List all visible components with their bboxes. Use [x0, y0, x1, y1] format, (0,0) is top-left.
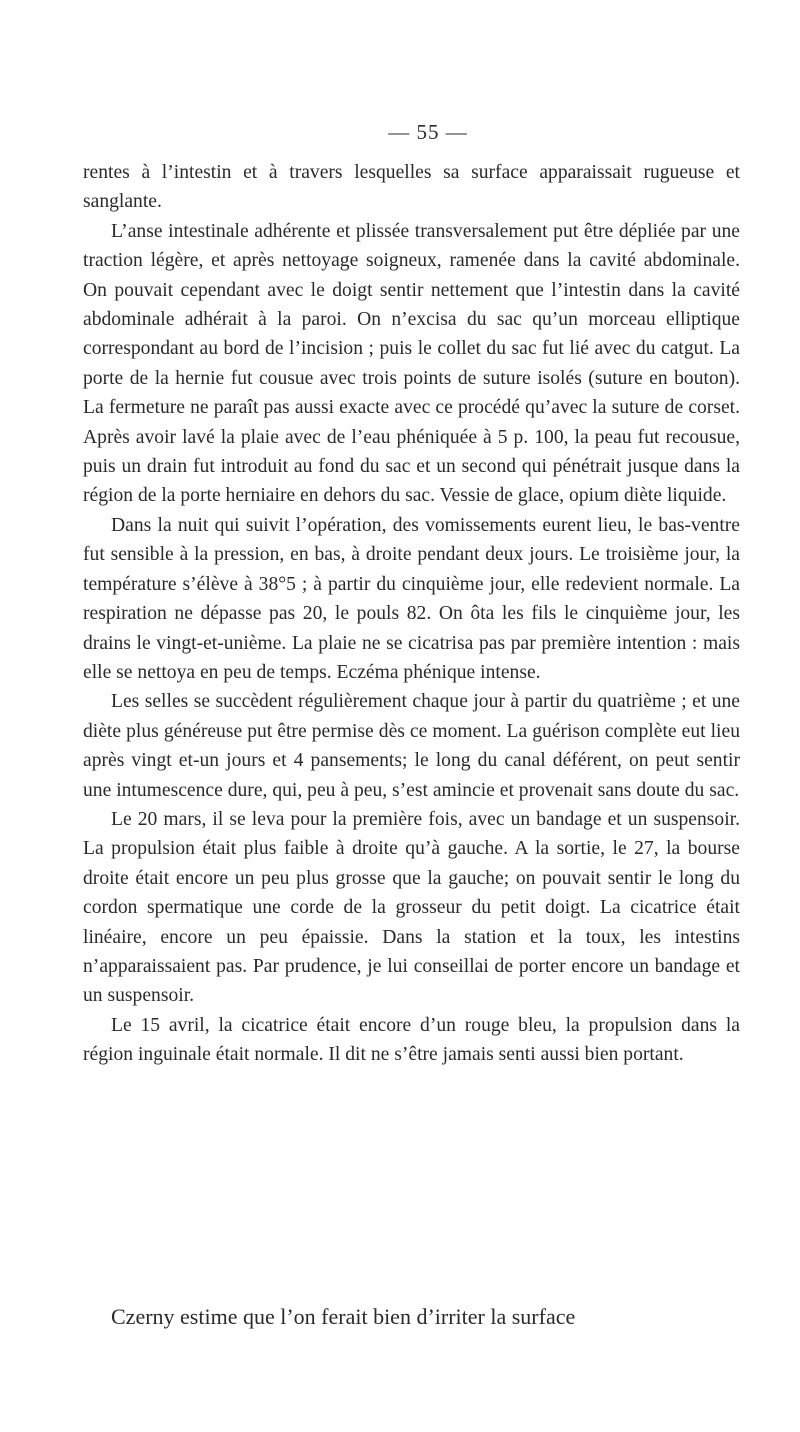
body-text: [83, 158, 740, 1070]
closing-line: Czerny estime que l’on ferait bien d’irriter la surface: [111, 1304, 576, 1329]
paragraph: Les selles se succèdent régulièrement chaque jour à partir du quatrième ; et une diète plus généreuse put être permise dès ce moment. La guérison complète eut lieu après vingt et-un jours et 4 pansements; le long du canal déférent, on peut sentir une intumescence dure, qui, peu à peu, s’est amincie et provenait sans doute du sac.: [83, 691, 740, 801]
paragraph: Le 15 avril, la cicatrice était encore d’un rouge bleu, la propulsion dans la région inguinale était normale. Il dit ne s’être jamais senti aussi bien portant.: [83, 1014, 740, 1066]
paragraph: L’anse intestinale adhérente et plissée transversalement put être dépliée par une traction légère, et après nettoyage soigneux, ramenée dans la cavité abdominale. On pouvait cependant avec le doigt sentir nettement que l’intestin dans la cavité abdominale adhérait à la paroi. On n’excisa du sac qu’un morceau elliptique correspondant au bord de l’incision ; puis le collet du sac fut lié avec du catgut. La porte de la hernie fut cousue avec trois points de suture isolés (suture en bouton). La fermeture ne paraît pas aussi exacte avec ce procédé qu’avec la suture de corset. Après avoir lavé la plaie avec de l’eau phéniquée à 5 p. 100, la peau fut recousue, puis un drain fut introduit au fond du sac et un second qui pénétrait jusque dans la région de la porte herniaire en dehors du sac. Vessie de glace, opium diète liquide.: [83, 220, 740, 507]
paragraph: Dans la nuit qui suivit l’opération, des vomissements eurent lieu, le bas-ventre fut sensible à la pression, en bas, à droite pendant deux jours. Le troisième jour, la température s’élève à 38°5 ; à partir du cinquième jour, elle redevient normale. La respiration ne dépasse pas 20, le pouls 82. On ôta les fils le cinquième jour, les drains le vingt-et-unième. La plaie ne se cicatrisa pas par première intention : mais elle se nettoya en peu de temps. Eczéma phénique intense.: [83, 514, 740, 683]
paragraph: rentes à l’intestin et à travers lesquelles sa surface apparaissait rugueuse et sanglante.: [83, 162, 740, 213]
page-number: — 55 —: [388, 120, 468, 144]
paragraph: Le 20 mars, il se leva pour la première fois, avec un bandage et un suspensoir. La propulsion était plus faible à droite qu’à gauche. A la sortie, le 27, la bourse droite était encore un peu plus grosse que la gauche; on pouvait sentir le long du cordon spermatique une corde de la grosseur du petit doigt. La cicatrice était linéaire, encore un peu épaissie. Dans la station et la toux, les intestins n’apparaissaient pas. Par prudence, je lui conseillai de porter encore un bandage et un suspensoir.: [83, 808, 740, 1007]
